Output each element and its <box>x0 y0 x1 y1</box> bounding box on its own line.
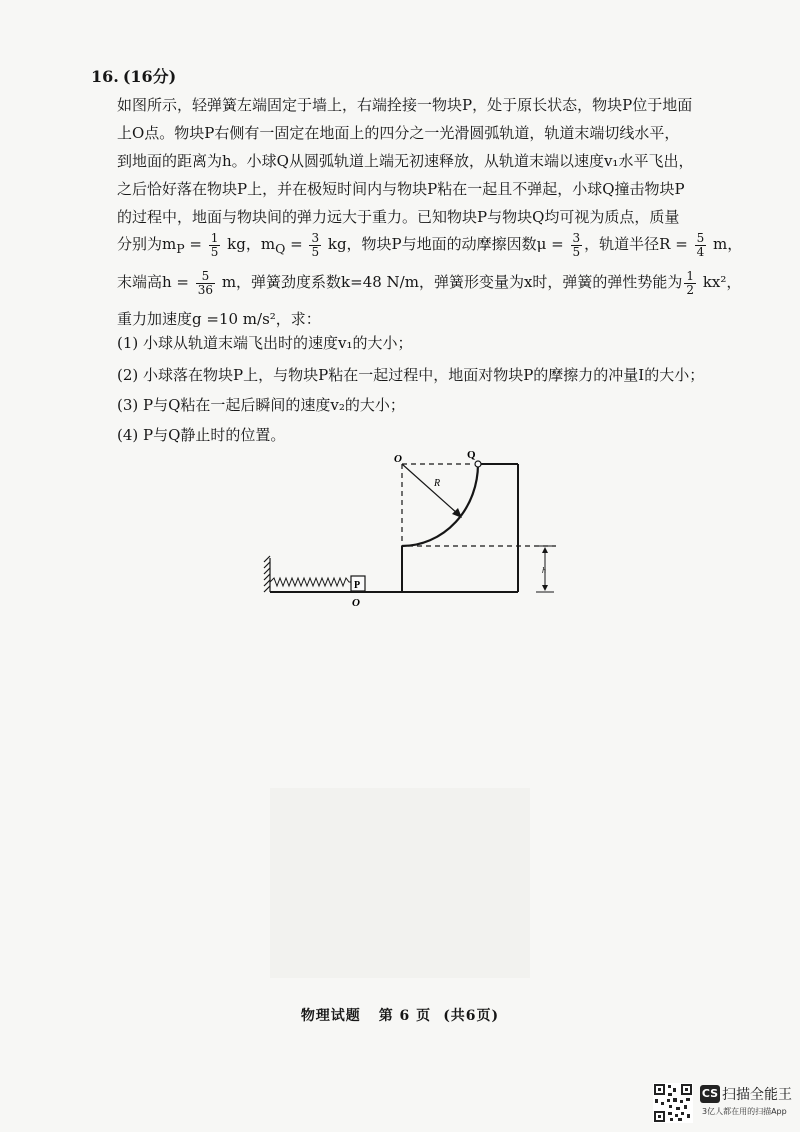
frac-denominator: 5 <box>210 244 219 259</box>
frac-denominator: 4 <box>696 244 705 259</box>
radius-fraction <box>695 232 707 259</box>
qr-code-icon <box>653 1083 693 1123</box>
footer-subject: 物理试题 <box>300 1008 361 1024</box>
height-label: 末端高h = <box>117 273 194 291</box>
radius-label: R <box>434 478 441 489</box>
radius-label: ，轨道半径R = <box>584 235 693 253</box>
subquestion-3: (3) P与Q粘在一起后瞬间的速度v₂的大小； <box>117 396 405 414</box>
question-line-1: 如图所示，轻弹簧左端固定于墙上，右端拴接一物块P，处于原长状态，物块P位于地面 <box>117 96 693 114</box>
wall <box>264 556 270 592</box>
block-p-label: P <box>354 580 361 591</box>
spring-text: m，弹簧劲度系数k=48 N/m，弹簧形变量为x时，弹簧的弹性势能为 <box>217 273 683 291</box>
frac-denominator: 36 <box>197 282 214 297</box>
mass-q-fraction <box>309 232 321 259</box>
height-fraction <box>196 270 215 297</box>
radius-arrow <box>402 464 458 514</box>
origin-o-label: O <box>352 597 360 608</box>
page-footer <box>0 1005 800 1025</box>
height-label: h <box>542 566 546 575</box>
frac-numerator: 1 <box>210 230 219 245</box>
frac-denominator: 5 <box>572 244 581 259</box>
friction-label: kg，物块P与地面的动摩擦因数μ = <box>323 235 569 253</box>
question-line-2: 上O点。物块P右侧有一固定在地面上的四分之一光滑圆弧轨道，轨道末端切线水平， <box>117 124 680 142</box>
subquestion-2: (2) 小球落在物块P上，与物块P粘在一起过程中，地面对物块P的摩擦力的冲量I的大小； <box>117 366 705 384</box>
question-line-6 <box>117 230 743 263</box>
subquestion-1: (1) 小球从轨道末端飞出时的速度v₁的大小； <box>117 334 413 352</box>
energy-formula: kx²， <box>698 273 742 291</box>
question-line-4: 之后恰好落在物块P上，并在极短时间内与物块P粘在一起且不弹起，小球Q撞击物块P <box>117 180 685 198</box>
mass-q-subscript: Q <box>275 241 286 256</box>
question-line-8: 重力加速度g =10 m/s²，求： <box>117 310 321 328</box>
frac-denominator: 5 <box>311 244 320 259</box>
frac-numerator: 1 <box>686 268 695 283</box>
energy-fraction <box>684 270 696 297</box>
question-line-5: 的过程中，地面与物块间的弹力远大于重力。已知物块P与物块Q均可视为质点，质量 <box>117 208 680 226</box>
height-arrow-down <box>542 585 548 591</box>
mass-q-label: kg，m <box>222 235 276 253</box>
question-line-7 <box>117 268 742 297</box>
footer-page: 第 6 页 <box>378 1008 432 1024</box>
equals-sign: = <box>184 235 207 253</box>
ball-q-label: Q <box>467 449 476 461</box>
question-line-3: 到地面的距离为h。小球Q从圆弧轨道上端无初速释放，从轨道末端以速度v₁水平飞出， <box>117 152 694 170</box>
ball-q <box>475 461 481 467</box>
frac-numerator: 5 <box>196 270 215 284</box>
footer-total: (共6页) <box>443 1008 500 1024</box>
radius-unit: m， <box>708 235 743 253</box>
frac-numerator: 5 <box>696 230 705 245</box>
scanner-logo-icon: CS <box>700 1085 720 1103</box>
equals-sign: = <box>285 235 308 253</box>
mass-p-fraction <box>209 232 221 259</box>
question-number: 16. <box>91 67 119 86</box>
scanner-tagline: 3亿人都在用的扫描App <box>702 1107 787 1116</box>
question-score: (16分) <box>122 67 177 86</box>
scanner-watermark <box>700 1083 792 1104</box>
question-header <box>91 64 180 87</box>
frac-denominator: 2 <box>686 282 695 297</box>
physics-diagram <box>260 448 560 608</box>
height-arrow-up <box>542 547 548 553</box>
blank-area <box>270 788 530 978</box>
arc-track <box>402 464 478 546</box>
spring <box>270 578 351 586</box>
frac-numerator: 3 <box>311 230 320 245</box>
subquestion-4: (4) P与Q静止时的位置。 <box>117 426 286 444</box>
mass-p-subscript: P <box>176 241 185 256</box>
scanner-app-name: 扫描全能王 <box>722 1086 792 1103</box>
mu-fraction <box>571 232 583 259</box>
center-o-label: O <box>394 453 402 465</box>
mass-p-label: 分别为m <box>117 235 177 253</box>
frac-numerator: 3 <box>572 230 581 245</box>
